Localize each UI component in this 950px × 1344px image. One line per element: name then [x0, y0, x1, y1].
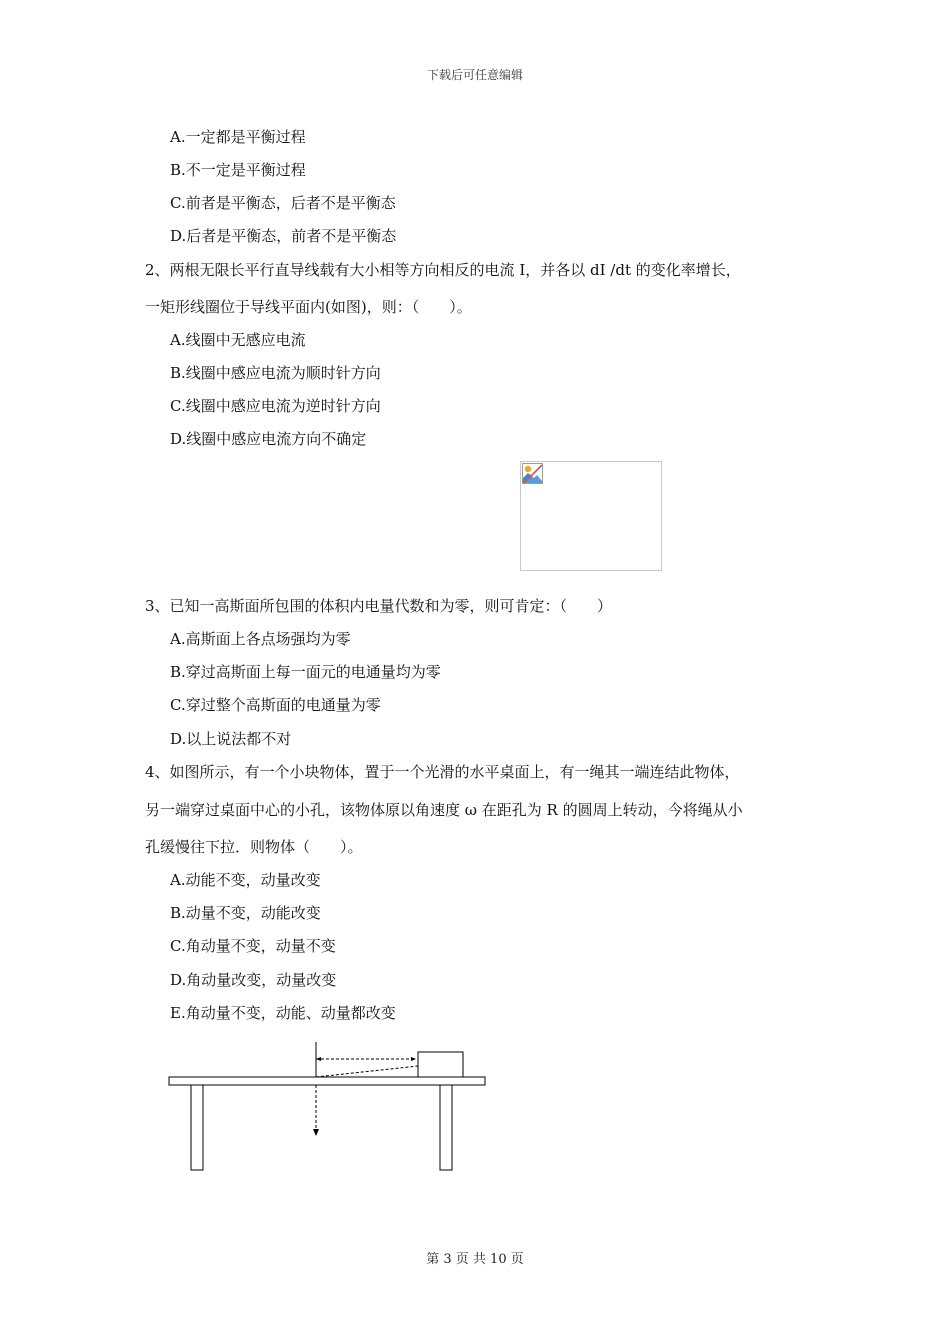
q1-option-c: C.前者是平衡态，后者不是平衡态 — [170, 194, 396, 212]
table-top — [169, 1077, 485, 1085]
q4-option-b: B.动量不变，动能改变 — [170, 904, 321, 922]
q3-option-c: C.穿过整个高斯面的电通量为零 — [170, 696, 381, 714]
q1-option-b: B.不一定是平衡过程 — [170, 161, 306, 179]
q1-option-a: A.一定都是平衡过程 — [170, 128, 306, 146]
rope-on-table — [316, 1066, 418, 1077]
q4-stem-line-2: 另一端穿过桌面中心的小孔，该物体原以角速度 ω 在距孔为 R 的圆周上转动，今将绳从小 — [145, 801, 743, 819]
q4-option-a: A.动能不变，动量改变 — [170, 871, 321, 889]
q2-option-d: D.线圈中感应电流方向不确定 — [170, 430, 367, 448]
pull-down-arrow — [313, 1129, 319, 1136]
q2-option-a: A.线圈中无感应电流 — [170, 331, 306, 349]
table-leg-left — [191, 1085, 203, 1170]
q2-option-b: B.线圈中感应电流为顺时针方向 — [170, 364, 381, 382]
q2-stem-line-2: 一矩形线圈位于导线平面内(如图)，则：（ ）。 — [145, 298, 472, 316]
q4-option-d: D.角动量改变，动量改变 — [170, 971, 337, 989]
page-footer: 第 3 页 共 10 页 — [426, 1252, 524, 1267]
q2-figure-placeholder — [520, 461, 662, 571]
q4-option-c: C.角动量不变，动量不变 — [170, 937, 336, 955]
sliding-block — [418, 1052, 463, 1077]
q2-stem-line-1: 2、两根无限长平行直导线载有大小相等方向相反的电流 I，并各以 dI /dt 的变化率增长， — [145, 261, 741, 279]
q2-option-c: C.线圈中感应电流为逆时针方向 — [170, 397, 381, 415]
q4-table-figure — [160, 1030, 500, 1180]
q3-stem-line-1: 3、已知一高斯面所包围的体积内电量代数和为零，则可肯定：（ ） — [145, 597, 613, 615]
q3-option-a: A.高斯面上各点场强均为零 — [170, 630, 351, 648]
q1-option-d: D.后者是平衡态，前者不是平衡态 — [170, 227, 397, 245]
radius-arrow-right — [411, 1057, 416, 1061]
page-header: 下载后可任意编辑 — [426, 68, 523, 82]
q4-stem-line-1: 4、如图所示，有一个小块物体，置于一个光滑的水平桌面上，有一绳其一端连结此物体， — [145, 763, 740, 781]
q4-option-e: E.角动量不变，动能、动量都改变 — [170, 1004, 396, 1022]
q3-option-d: D.以上说法都不对 — [170, 730, 292, 748]
q4-stem-line-3: 孔缓慢往下拉．则物体（ ）。 — [145, 838, 363, 856]
table-leg-right — [440, 1085, 452, 1170]
radius-arrow-left — [316, 1057, 321, 1061]
broken-image-icon — [522, 463, 544, 485]
q3-option-b: B.穿过高斯面上每一面元的电通量均为零 — [170, 663, 441, 681]
